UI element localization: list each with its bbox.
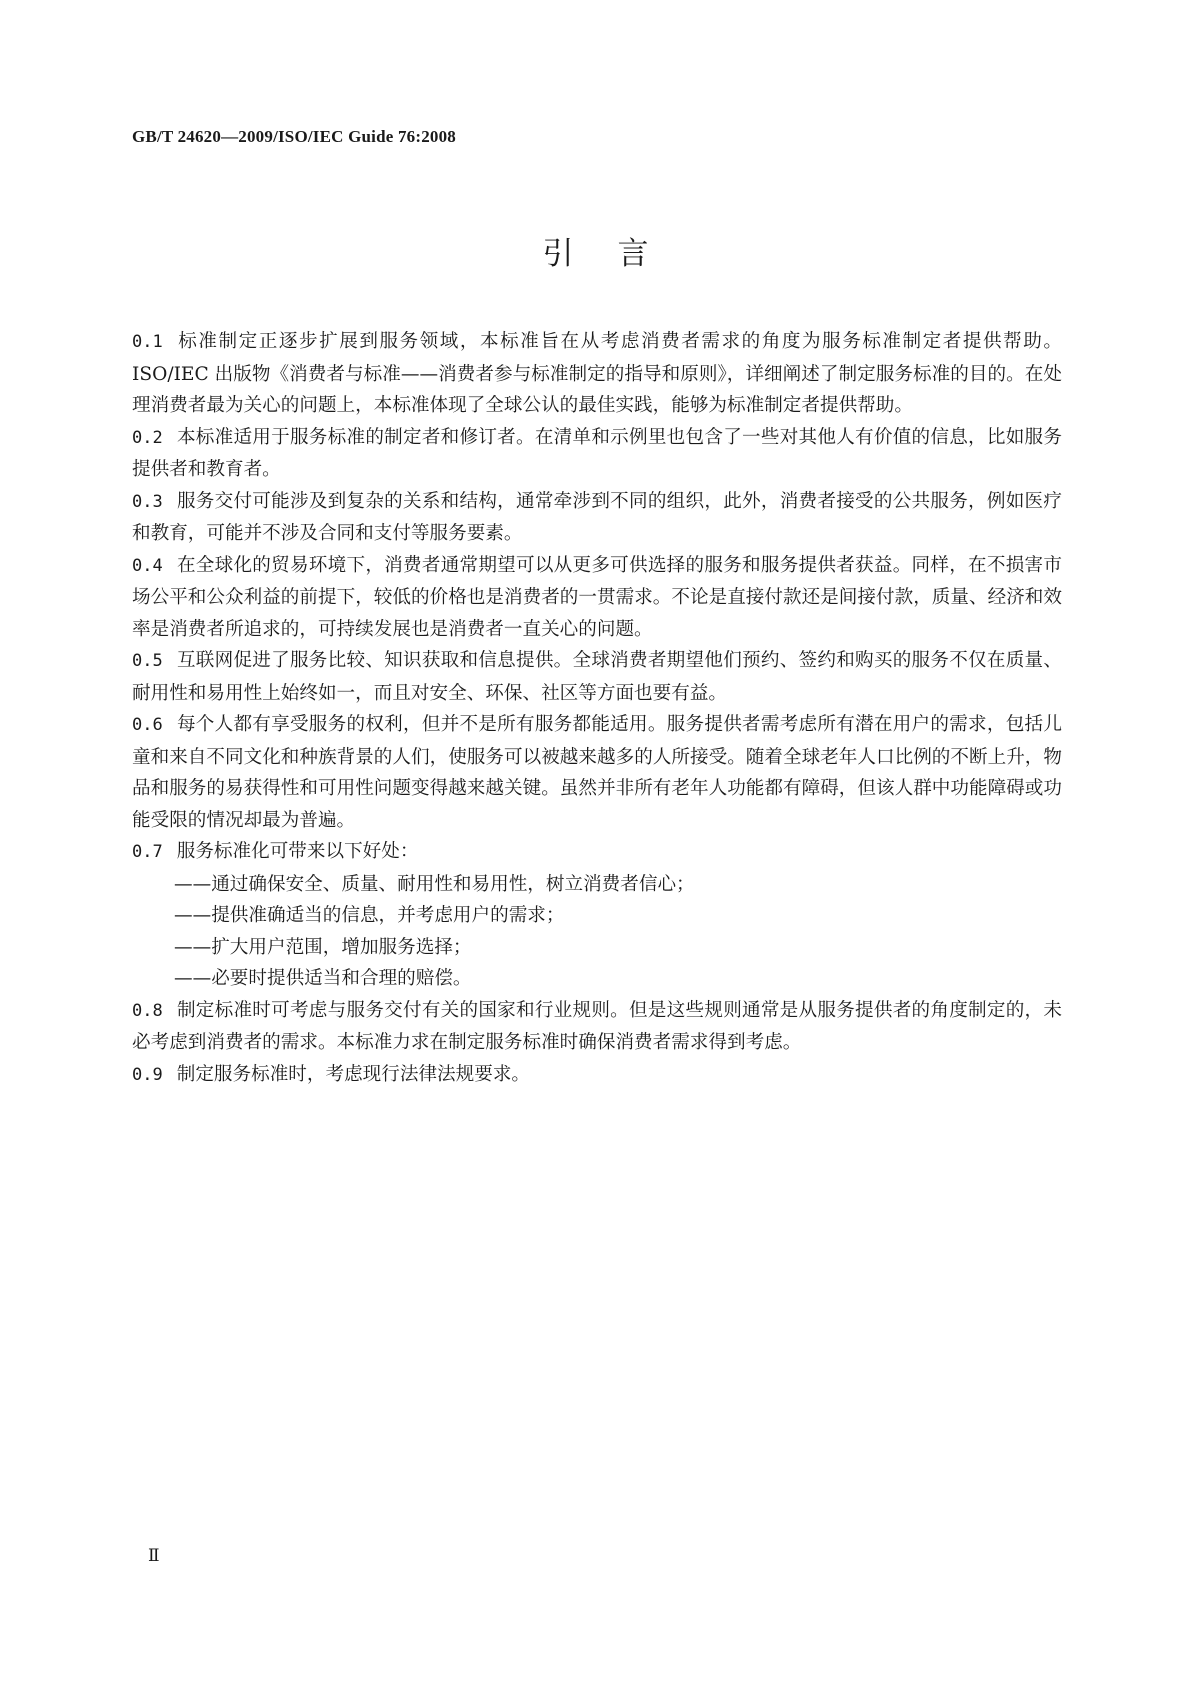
- clause-text: 本标准适用于服务标准的制定者和修订者。在清单和示例里也包含了一些对其他人有价值的信息，比如服务提供者和教育者。: [132, 426, 1062, 480]
- clause-0-9: [132, 1059, 1062, 1092]
- introduction-body: [132, 326, 1062, 1091]
- benefit-item: ——通过确保安全、质量、耐用性和易用性，树立消费者信心；: [174, 873, 695, 895]
- clause-0-2: [132, 422, 1062, 486]
- clause-text: 制定服务标准时，考虑现行法律法规要求。: [176, 1063, 531, 1085]
- clause-number: 0.9: [132, 1064, 163, 1085]
- clause-number: 0.8: [132, 1000, 163, 1021]
- clause-text: 服务交付可能涉及到复杂的关系和结构，通常牵涉到不同的组织，此外，消费者接受的公共服务，例如医疗和教育，可能并不涉及合同和支付等服务要素。: [132, 490, 1062, 544]
- benefit-item: ——必要时提供适当和合理的赔偿。: [174, 968, 472, 989]
- page-title: 引言: [542, 236, 693, 272]
- clause-0-5: [132, 645, 1062, 709]
- clause-0-7: [132, 836, 1062, 869]
- standard-code-header: GB/T 24620—2009/ISO/IEC Guide 76:2008: [132, 127, 456, 146]
- clause-0-6: [132, 709, 1062, 836]
- clause-number: 0.6: [132, 715, 163, 735]
- benefit-item: ——提供准确适当的信息，并考虑用户的需求；: [174, 905, 565, 926]
- clause-0-4: [132, 550, 1062, 646]
- clause-text: 每个人都有享受服务的权利，但并不是所有服务都能适用。服务提供者需考虑所有潜在用户的需求，包括儿童和来自不同文化和种族背景的人们，使服务可以被越来越多的人所接受。随着全球老年人口比例的不断上升，物品和服务的易获得性和可用性问题变得越来越关键。虽然并非所有老年人功能都有障碍，但该人群中功能障碍或功能受限的情况却最为普遍。: [132, 714, 1062, 831]
- clause-text: 互联网促进了服务比较、知识获取和信息提供。全球消费者期望他们预约、签约和购买的服务不仅在质量、耐用性和易用性上始终如一，而且对安全、环保、社区等方面也要有益。: [132, 650, 1062, 704]
- clause-0-1: [132, 326, 1062, 422]
- clause-number: 0.3: [132, 491, 163, 512]
- clause-number: 0.1: [132, 332, 163, 352]
- clause-number: 0.7: [132, 842, 163, 862]
- clause-number: 0.2: [132, 427, 163, 448]
- benefit-item: ——扩大用户范围，增加服务选择；: [174, 936, 472, 958]
- clause-text: 服务标准化可带来以下好处：: [176, 841, 419, 862]
- page-number: Ⅱ: [148, 1546, 160, 1565]
- clause-0-3: [132, 486, 1062, 550]
- clause-text: 在全球化的贸易环境下，消费者通常期望可以从更多可供选择的服务和服务提供者获益。同样，在不损害市场公平和公众利益的前提下，较低的价格也是消费者的一贯需求。不论是直接付款还是间接付款，质量、经济和效率是消费者所追求的，可持续发展也是消费者一直关心的问题。: [132, 554, 1062, 640]
- clause-text: 标准制定正逐步扩展到服务领域，本标准旨在从考虑消费者需求的角度为服务标准制定者提供帮助。ISO/IEC 出版物《消费者与标准——消费者参与标准制定的指导和原则》，详细阐述了制定服务标准的目的。在处理消费者最为关心的问题上，本标准体现了全球公认的最佳实践，能够为标准制定者提供帮助。: [132, 331, 1062, 416]
- clause-0-8: [132, 995, 1062, 1059]
- clause-text: 制定标准时可考虑与服务交付有关的国家和行业规则。但是这些规则通常是从服务提供者的角度制定的，未必考虑到消费者的需求。本标准力求在制定服务标准时确保消费者需求得到考虑。: [132, 999, 1062, 1053]
- clause-number: 0.4: [132, 555, 163, 576]
- clause-number: 0.5: [132, 651, 163, 671]
